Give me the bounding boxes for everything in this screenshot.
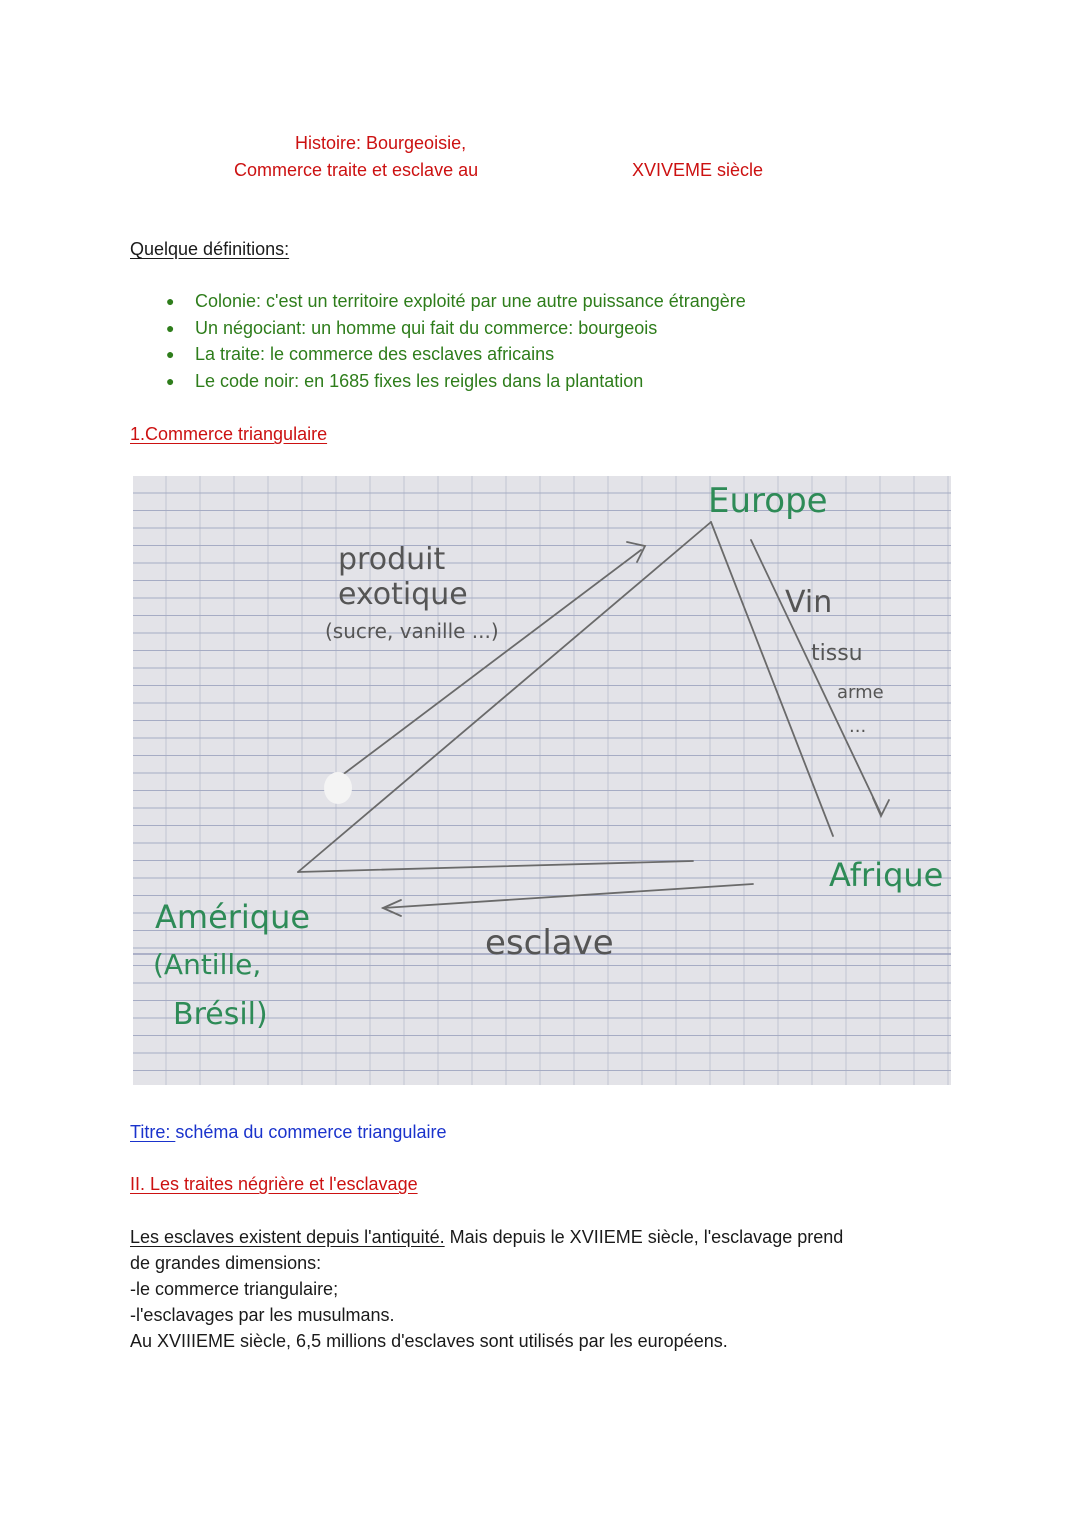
doc-title-line2-right: XVIVEME siècle	[632, 160, 764, 180]
triangular-trade-diagram	[133, 476, 951, 1085]
intro-rest: Mais depuis le XVIIEME siècle, l'esclavage prend	[444, 1227, 844, 1247]
list-item: ● Colonie: c'est un territoire exploité par une autre puissance étrangère	[166, 291, 746, 311]
label-produit: produit	[338, 542, 446, 577]
label-exotique: exotique	[338, 577, 468, 612]
label-produit-detail: (sucre, vanille ...)	[325, 619, 499, 643]
label-afrique: Afrique	[829, 856, 944, 894]
paper-horizontal-rules	[133, 476, 951, 1085]
label-esclave: esclave	[485, 923, 614, 963]
definitions-list	[160, 289, 746, 395]
paragraph-line: Au XVIIIEME siècle, 6,5 millions d'esclaves sont utilisés par les européens.	[130, 1331, 728, 1351]
caption-prefix: Titre:	[130, 1122, 176, 1142]
paragraph-line: -l'esclavages par les musulmans.	[130, 1305, 395, 1325]
label-europe: Europe	[708, 481, 828, 521]
paragraph-line: -le commerce triangulaire;	[130, 1279, 339, 1299]
definitions-heading: Quelque définitions:	[130, 239, 290, 259]
doc-title-line1: Histoire: Bourgeoisie,	[295, 133, 467, 153]
list-item: ● Un négociant: un homme qui fait du commerce: bourgeois	[166, 317, 658, 338]
label-vin: Vin	[785, 585, 833, 620]
bullet-icon: ●	[166, 293, 175, 309]
section2-heading: II. Les traites négrière et l'esclavage	[130, 1174, 418, 1194]
triangular-trade-photo	[133, 476, 951, 1085]
label-amerique-sub2: Brésil)	[173, 997, 268, 1032]
list-item: ● La traite: le commerce des esclaves africains	[166, 344, 555, 364]
bullet-icon: ●	[166, 319, 175, 336]
bullet-icon: ●	[166, 346, 175, 362]
diagram-caption	[130, 1122, 446, 1143]
label-amerique: Amérique	[155, 898, 311, 936]
caption-text: schéma du commerce triangulaire	[175, 1122, 447, 1142]
paragraph-line: de grandes dimensions:	[130, 1253, 322, 1273]
section1-heading: 1.Commerce triangulaire	[130, 424, 328, 444]
section2-paragraph	[130, 1224, 950, 1354]
intro-underlined: Les esclaves existent depuis l'antiquité.	[130, 1227, 445, 1247]
list-item: ● Le code noir: en 1685 fixes les reigles dans la plantation	[166, 370, 644, 391]
label-tissu: tissu	[811, 641, 863, 666]
doc-title-line2-left: Commerce traite et esclave au	[234, 160, 479, 180]
label-etc: ...	[849, 716, 867, 737]
bullet-icon: ●	[166, 372, 175, 389]
label-amerique-sub1: (Antille,	[153, 948, 262, 981]
label-arme: arme	[837, 682, 884, 703]
